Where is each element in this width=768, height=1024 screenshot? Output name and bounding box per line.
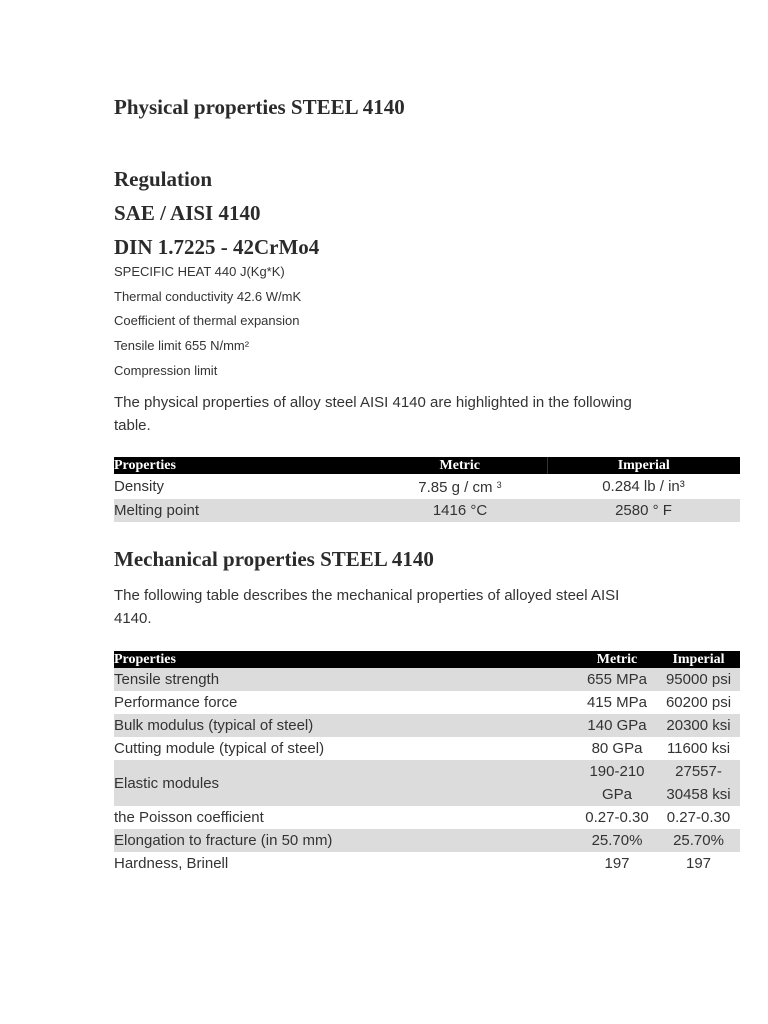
cell-metric: 25.70% <box>577 829 657 852</box>
cell-property: Density <box>114 478 165 495</box>
header-metric: Metric <box>577 651 657 668</box>
cell-imperial: 60200 psi <box>665 694 732 711</box>
table-row <box>114 806 740 829</box>
regulation-block <box>114 162 319 264</box>
table-row <box>114 668 740 691</box>
cell-metric: 197 <box>604 855 630 872</box>
cell-property: Melting point <box>114 499 373 522</box>
header-imperial: Imperial <box>657 651 740 668</box>
cell-imperial: 95000 psi <box>657 668 740 691</box>
spec-item: Thermal conductivity 42.6 W/mK <box>114 288 302 304</box>
cell-metric: 655 MPa <box>577 668 657 691</box>
cell-property: Elastic modules <box>114 760 577 806</box>
cell-metric-value: 7.85 g / cm <box>418 479 493 496</box>
cell-property: the Poisson coefficient <box>114 809 264 826</box>
physical-intro-paragraph: The physical properties of alloy steel AISI 4140 are highlighted in the following table. <box>114 394 632 434</box>
table-row <box>114 691 740 714</box>
cell-imperial: 2580 ° F <box>547 499 740 522</box>
page-title: Physical properties STEEL 4140 <box>114 95 405 119</box>
cell-imperial: 0.284 lb / in³ <box>602 478 685 495</box>
table-row <box>114 760 740 806</box>
table-row <box>114 714 740 737</box>
cell-imperial: 197 <box>685 855 712 872</box>
table-row <box>114 829 740 852</box>
table-row <box>114 852 740 875</box>
header-imperial: Imperial <box>547 457 740 474</box>
cell-metric: 0.27-0.30 <box>585 809 649 826</box>
cell-imperial: 25.70% <box>657 829 740 852</box>
table-row <box>114 737 740 760</box>
spec-item: Tensile limit 655 N/mm² <box>114 338 250 354</box>
spec-item: SPECIFIC HEAT 440 J(Kg*K) <box>114 264 285 279</box>
table-row <box>114 499 740 522</box>
regulation-line-sae: SAE / AISI 4140 <box>114 201 261 225</box>
cell-metric: 190-210 GPa <box>577 760 657 806</box>
superscript-exponent: 3 <box>496 480 502 490</box>
spec-list <box>114 260 301 384</box>
header-properties: Properties <box>114 651 577 668</box>
header-properties: Properties <box>114 457 373 474</box>
cell-property: Hardness, Brinell <box>114 855 229 872</box>
table-header-row <box>114 651 740 668</box>
mechanical-section-title: Mechanical properties STEEL 4140 <box>114 547 434 571</box>
spec-item: Coefficient of thermal expansion <box>114 313 300 329</box>
spec-item: Compression limit <box>114 362 218 378</box>
mechanical-intro-paragraph: The following table describes the mechanical properties of alloyed steel AISI 4140. <box>114 587 620 627</box>
table-row <box>114 474 740 499</box>
cell-property: Bulk modulus (typical of steel) <box>114 714 577 737</box>
regulation-line-din: DIN 1.7225 - 42CrMo4 <box>114 235 320 259</box>
cell-imperial: 20300 ksi <box>657 714 740 737</box>
cell-metric: 1416 °C <box>373 499 547 522</box>
cell-metric: 80 GPa <box>591 740 643 757</box>
cell-imperial: 27557-30458 ksi <box>657 760 740 806</box>
cell-property: Cutting module (typical of steel) <box>114 740 325 757</box>
cell-metric: 415 MPa <box>586 694 648 711</box>
regulation-heading: Regulation <box>114 167 213 191</box>
cell-metric: 140 GPa <box>577 714 657 737</box>
header-metric: Metric <box>373 457 547 474</box>
cell-property: Tensile strength <box>114 668 577 691</box>
table-header-row <box>114 457 740 474</box>
cell-imperial: 0.27-0.30 <box>666 809 731 826</box>
cell-property: Performance force <box>114 694 238 711</box>
mechanical-properties-table <box>114 651 740 875</box>
physical-properties-table <box>114 457 740 522</box>
cell-imperial: 11600 ksi <box>666 740 731 757</box>
cell-metric <box>373 474 547 499</box>
cell-property: Elongation to fracture (in 50 mm) <box>114 829 577 852</box>
